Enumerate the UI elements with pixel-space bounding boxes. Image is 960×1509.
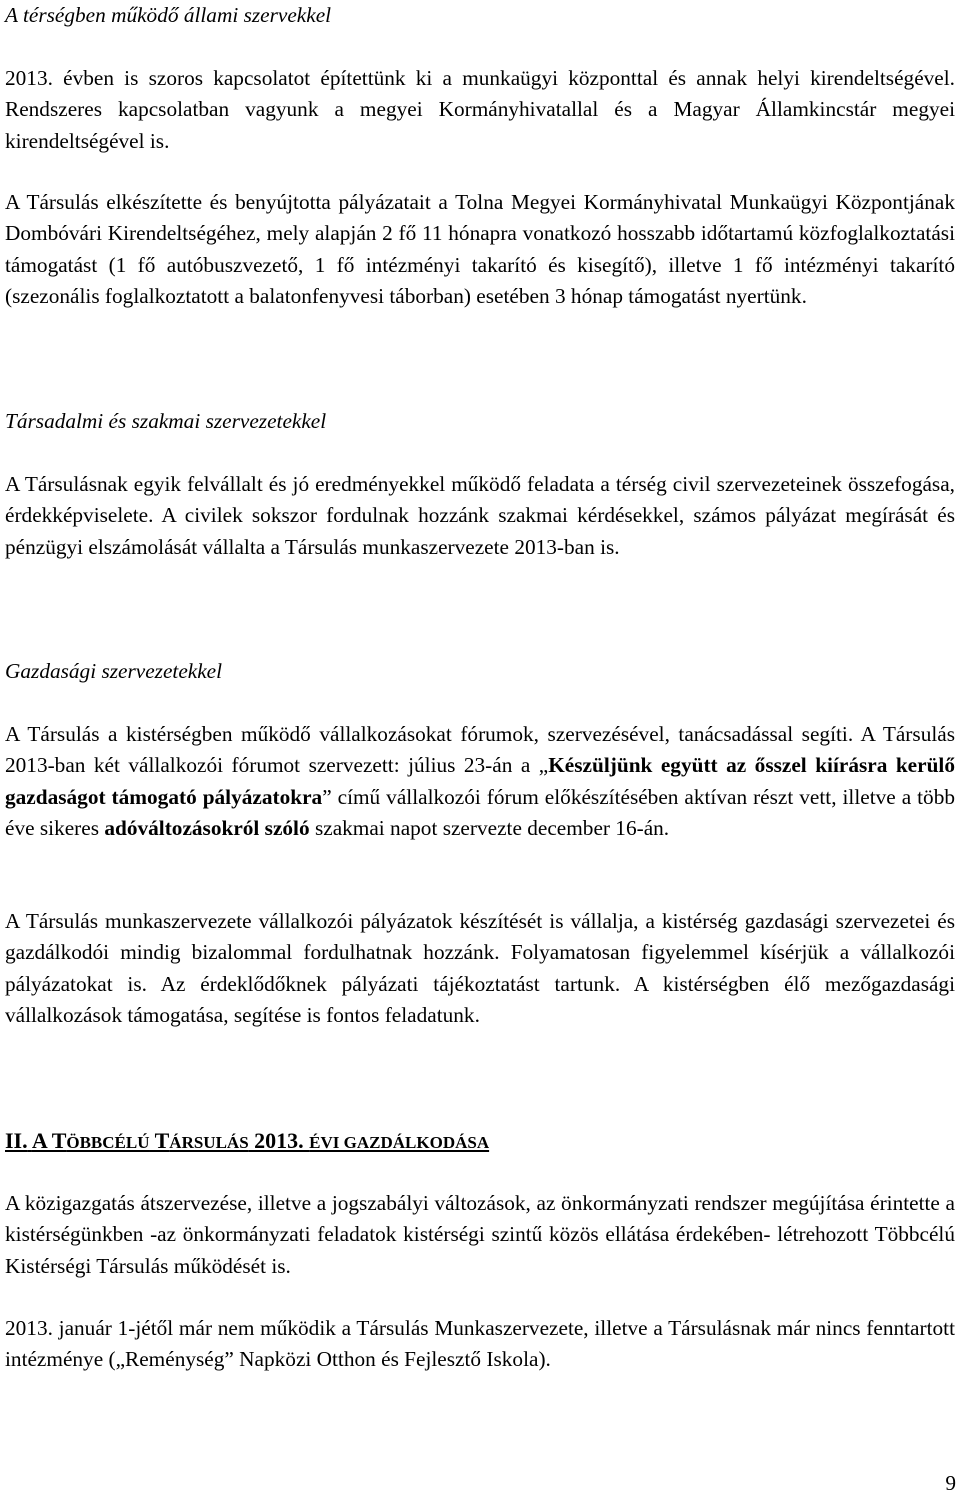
paragraph-applications: A Társulás elkészítette és benyújtotta pályázatait a Tolna Megyei Kormányhivatal Munkaügyi Központjának Dombóvári Kirendeltségéhez, mely alapján 2 fő 11 hónapra vonatkozó hosszabb időtartamú közfoglalkoztatási támogatást (1 fő autóbuszvezető, 1 fő intézményi takarító és kisegítő), illetve 1 fő intézményi takarító (szezonális foglalkoztatott a balatonfenyvesi táborban) esetében 3 hónap támogatást nyertünk. <box>5 190 955 308</box>
section-title-civil-orgs: Társadalmi és szakmai szervezetekkel <box>5 409 327 433</box>
section-title-state-bodies: A térségben működő állami szervekkel <box>5 3 332 27</box>
text-run: szakmai napot szervezte december 16-án. <box>309 815 670 840</box>
chapter-heading-ii <box>5 1125 955 1158</box>
paragraph-business-forums <box>5 719 955 844</box>
section-title-economic-orgs: Gazdasági szervezetekkel <box>5 659 223 683</box>
page-number: 9 <box>945 1471 956 1495</box>
paragraph-restructuring: A közigazgatás átszervezése, illetve a jogszabályi változások, az önkormányzati rendszer megújítása érintette a kistérségünkben -az önkormányzati feladatok kistérségi szintű közös ellátása érdekében- létrehozott Többcélú Kistérségi Társulás működését is. <box>5 1191 955 1278</box>
heading-part: 2013. <box>248 1128 310 1153</box>
chapter-number: II. <box>5 1128 28 1153</box>
heading-part: A T <box>31 1128 67 1153</box>
tax-changes-bold: adóváltozásokról szóló <box>104 815 310 840</box>
paragraph-civil-orgs: A Társulásnak egyik felvállalt és jó eredményekkel működő feladata a térség civil szervezeteinek összefogása, érdekképviselete. A civilek sokszor fordulnak hozzánk szakmai kérdésekkel, számos pályázat megírását és pénzügyi elszámolását vállalta a Társulás munkaszervezete 2013-ban is. <box>5 472 955 559</box>
paragraph-business-support: A Társulás munkaszervezete vállalkozói pályázatok készítését is vállalja, a kistérség gazdasági szervezetei és gazdálkodói mindig bizalommal fordulhatnak hozzánk. Folyamatosan figyelemmel kísérjük a vállalkozói pályázatokat is. Az érdeklődőknek pályázati tájékoztatást tartunk. A kistérségben élő mezőgazdasági vállalkozások támogatása, segítése is fontos feladatunk. <box>5 909 955 1027</box>
forum-title-bold: Készüljünk együtt az ősszel kiírásra kerülő gazdaságot támogató pályázatokra <box>5 753 955 809</box>
paragraph-labour-centre: 2013. évben is szoros kapcsolatot építettünk ki a munkaügyi központtal és annak helyi kirendeltségével. Rendszeres kapcsolatban vagyunk a megyei Kormányhivatallal és a Magyar Államkincstár megyei kirendeltségével is. <box>5 66 955 153</box>
text-run: ” című vállalkozói fórum előkészítésében aktívan részt vett, illetve a több éve sikeres <box>5 784 955 840</box>
heading-part: T <box>149 1128 170 1153</box>
heading-part: ÉVI GAZDÁLKODÁSA <box>309 1133 490 1152</box>
text-run: A Társulás a kistérségben működő vállalkozásokat fórumok, szervezésével, tanácsadással segíti. A Társulás 2013-ban két vállalkozói fórumot szervezett: július 23-án a „ <box>5 722 955 778</box>
heading-part: ÁRSULÁS <box>169 1133 249 1152</box>
heading-part: ÖBBCÉLÚ <box>66 1133 150 1152</box>
paragraph-closure: 2013. január 1-jétől már nem működik a Társulás Munkaszervezete, illetve a Társulásnak már nincs fenntartott intézménye („Reménység” Napközi Otthon és Fejlesztő Iskola). <box>5 1316 955 1372</box>
